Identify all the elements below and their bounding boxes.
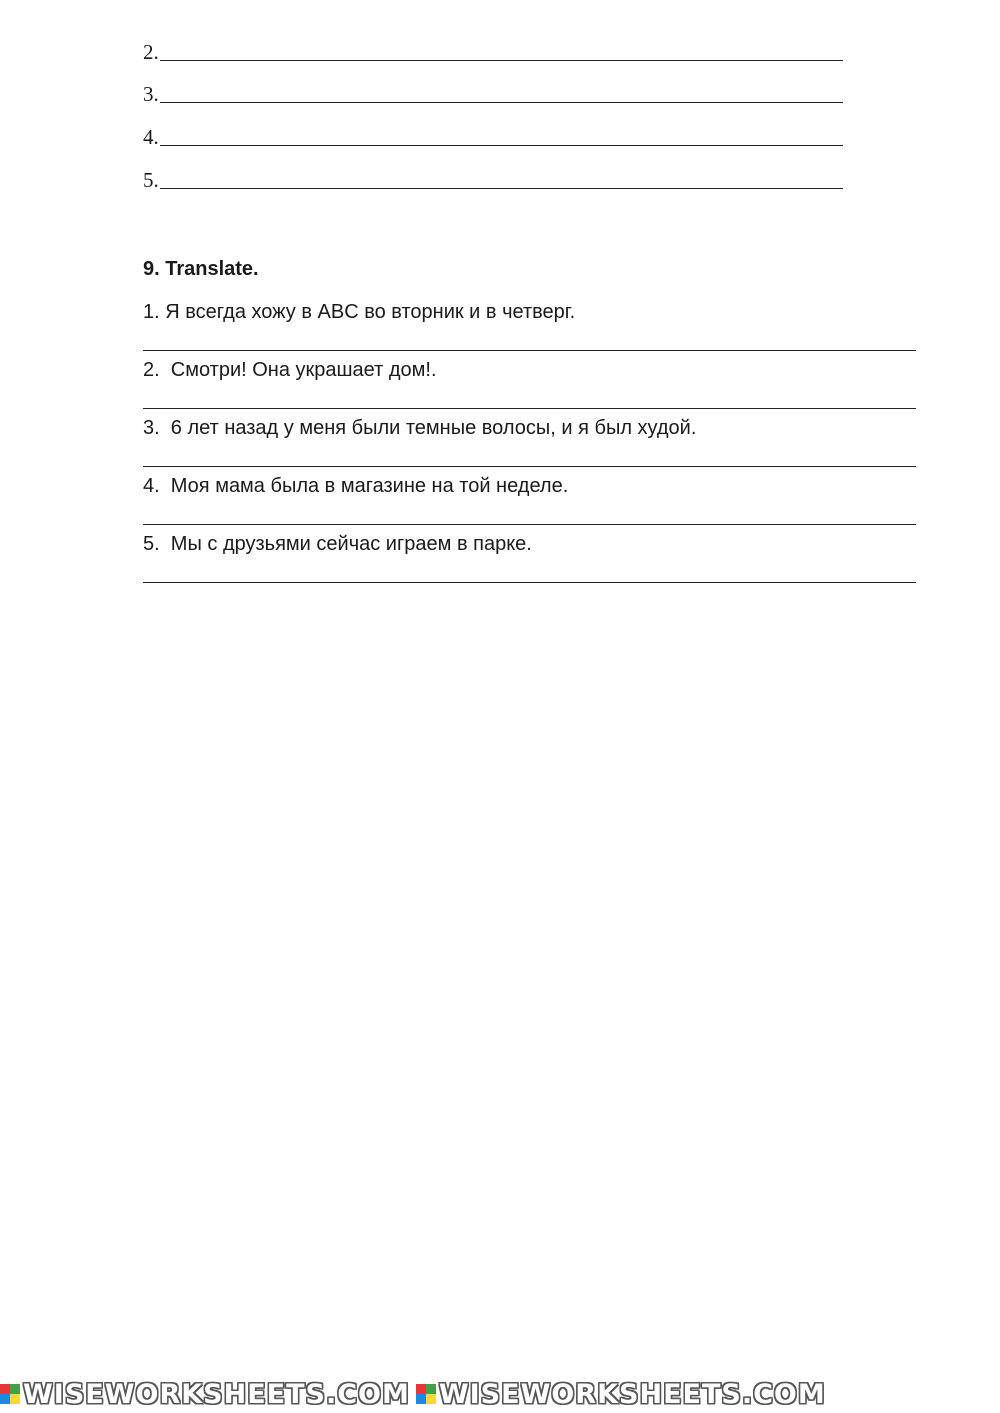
exercise-heading: 9. Translate. — [143, 258, 259, 280]
answer-rule — [160, 145, 843, 146]
translate-item-2: 2. Смотри! Она украшает дом!. — [143, 359, 437, 381]
answer-line-number: 5. — [143, 168, 159, 192]
wise-logo-icon — [0, 1384, 20, 1404]
answer-rule — [160, 102, 843, 103]
translate-item-5: 5. Мы с друзьями сейчас играем в парке. — [143, 533, 532, 555]
translate-item-3: 3. 6 лет назад у меня были темные волосы, и я был худой. — [143, 417, 697, 439]
answer-line-3 — [143, 76, 843, 106]
answer-rule — [160, 60, 843, 61]
answer-rule — [143, 408, 916, 409]
answer-line-number: 2. — [143, 40, 159, 64]
answer-line-2 — [143, 34, 843, 64]
wise-logo-icon — [416, 1384, 436, 1404]
answer-rule — [143, 582, 916, 583]
answer-line-number: 3. — [143, 82, 159, 106]
translate-item-1: 1. Я всегда хожу в ABC во вторник и в четверг. — [143, 301, 576, 323]
footer-watermark — [0, 1376, 1000, 1412]
watermark-text: WISEWORKSHEETS.COM — [23, 1378, 410, 1410]
answer-line-4 — [143, 119, 843, 149]
watermark-brand — [416, 1379, 826, 1410]
answer-rule — [143, 466, 916, 467]
watermark-brand — [0, 1379, 410, 1410]
answer-line-number: 4. — [143, 125, 159, 149]
answer-line-5 — [143, 162, 843, 192]
answer-rule — [143, 524, 916, 525]
answer-rule — [160, 188, 843, 189]
translate-item-4: 4. Моя мама была в магазине на той неделе. — [143, 475, 569, 497]
answer-rule — [143, 350, 916, 351]
watermark-text: WISEWORKSHEETS.COM — [438, 1378, 826, 1410]
